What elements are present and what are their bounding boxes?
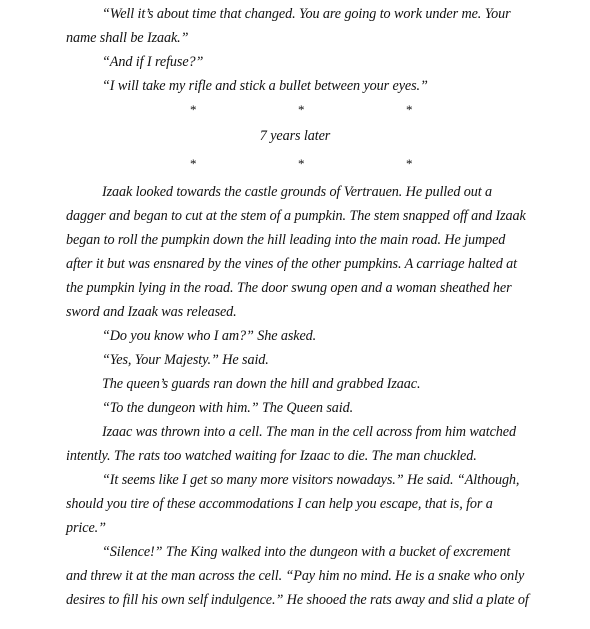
text-line: “And if I refuse?” bbox=[102, 54, 204, 70]
text-line: Izaac was thrown into a cell. The man in the cell across from him watched bbox=[102, 424, 516, 440]
text-line: desires to fill his own self indulgence.” He shooed the rats away and slid a plate of bbox=[66, 592, 529, 608]
scene-break-asterisk: * bbox=[406, 156, 413, 171]
text-line: The queen’s guards ran down the hill and grabbed Izaac. bbox=[102, 376, 421, 392]
text-line: price.” bbox=[66, 520, 106, 536]
text-line: sword and Izaak was released. bbox=[66, 304, 237, 320]
text-line: dagger and began to cut at the stem of a pumpkin. The stem snapped off and Izaak bbox=[66, 208, 526, 224]
scene-break-asterisk: * bbox=[190, 156, 197, 171]
text-line: “It seems like I get so many more visitors nowadays.” He said. “Although, bbox=[102, 472, 520, 488]
section-heading: 7 years later bbox=[259, 128, 331, 144]
text-line: “I will take my rifle and stick a bullet between your eyes.” bbox=[102, 78, 428, 94]
text-line: “Well it’s about time that changed. You are going to work under me. Your bbox=[102, 6, 511, 22]
scene-break-asterisk: * bbox=[406, 102, 413, 117]
text-line: should you tire of these accommodations I can help you escape, that is, for a bbox=[66, 496, 493, 512]
text-line: “Silence!” The King walked into the dungeon with a bucket of excrement bbox=[102, 544, 511, 560]
text-line: Izaak looked towards the castle grounds of Vertrauen. He pulled out a bbox=[102, 184, 493, 200]
scene-break-asterisk: * bbox=[298, 156, 305, 171]
scene-break-asterisk: * bbox=[298, 102, 305, 117]
text-line: intently. The rats too watched waiting for Izaac to die. The man chuckled. bbox=[66, 448, 477, 464]
text-line: name shall be Izaak.” bbox=[66, 30, 189, 46]
text-line: “Yes, Your Majesty.” He said. bbox=[102, 352, 269, 368]
text-line: “Do you know who I am?” She asked. bbox=[102, 328, 317, 344]
scene-break-asterisk: * bbox=[190, 102, 197, 117]
text-line: “To the dungeon with him.” The Queen said. bbox=[102, 400, 354, 416]
text-line: after it but was ensnared by the vines of the other pumpkins. A carriage halted at bbox=[66, 256, 518, 272]
text-line: began to roll the pumpkin down the hill leading into the main road. He jumped bbox=[66, 232, 506, 248]
text-line: the pumpkin lying in the road. The door swung open and a woman sheathed her bbox=[66, 280, 512, 296]
text-line: and threw it at the man across the cell. “Pay him no mind. He is a snake who only bbox=[66, 568, 525, 584]
